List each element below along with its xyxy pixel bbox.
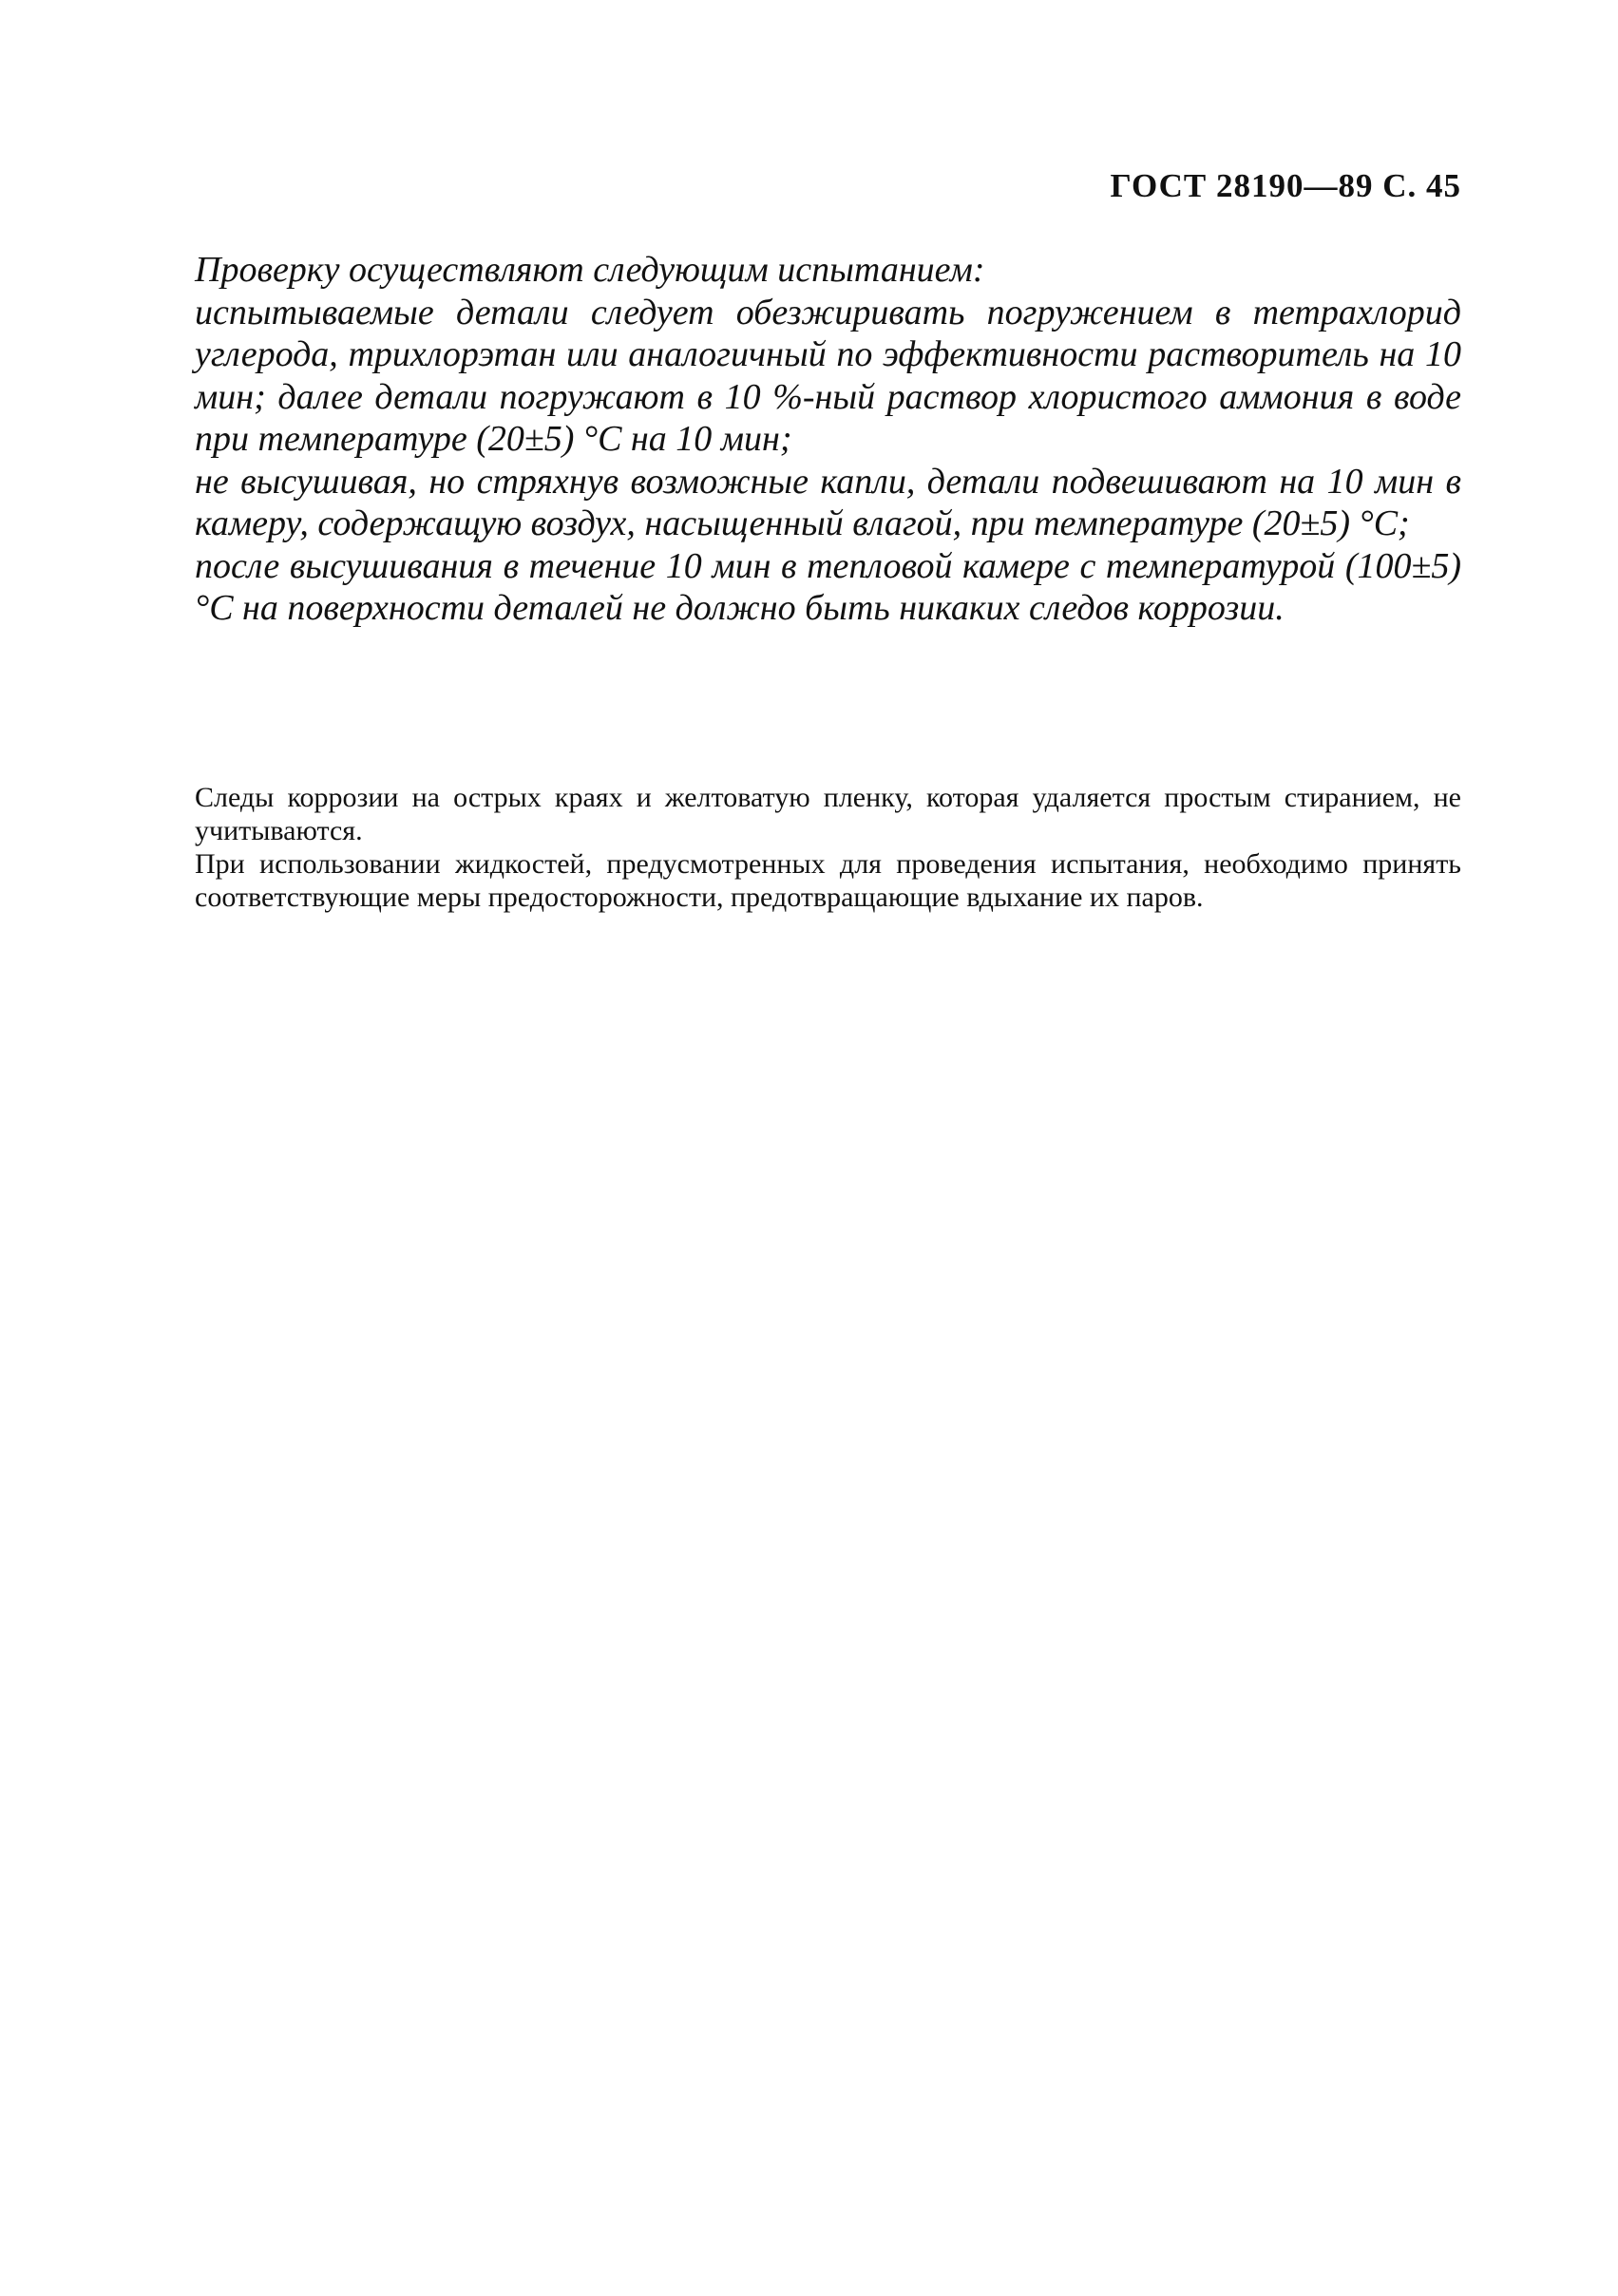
test-procedure (195, 249, 1461, 630)
note-safety-precautions: При использовании жидкостей, предусмотренных для проведения испытания, необходимо принять соответствующие меры предосторожности, предотвращающие вдыхание их паров. (195, 848, 1461, 913)
procedure-step-drying: после высушивания в течение 10 мин в тепловой камере с температурой (100±5) °С на поверхности деталей не должно быть никаких следов коррозии. (195, 545, 1461, 628)
procedure-step-humidity: не высушивая, но стряхнув возможные капли, детали подвешивают на 10 мин в камеру, содержащую воздух, насыщенный влагой, при температуре (20±5) °С; (195, 461, 1461, 543)
note-corrosion-traces: Следы коррозии на острых краях и желтоватую пленку, которая удаляется простым стиранием, не учитываются. (195, 782, 1461, 846)
notes-section (195, 781, 1461, 914)
procedure-step-degreasing: испытываемые детали следует обезжиривать погружением в тетрахлорид углерода, трихлорэтан или аналогичный по эффективности растворитель на 10 мин; далее детали погружают в 10 %-ный раствор хлористого аммония в воде при температуре (20±5) °С на 10 мин; (195, 292, 1461, 459)
page-header: ГОСТ 28190—89 С. 45 (1110, 167, 1461, 204)
procedure-intro: Проверку осуществляют следующим испытанием: (195, 250, 985, 290)
